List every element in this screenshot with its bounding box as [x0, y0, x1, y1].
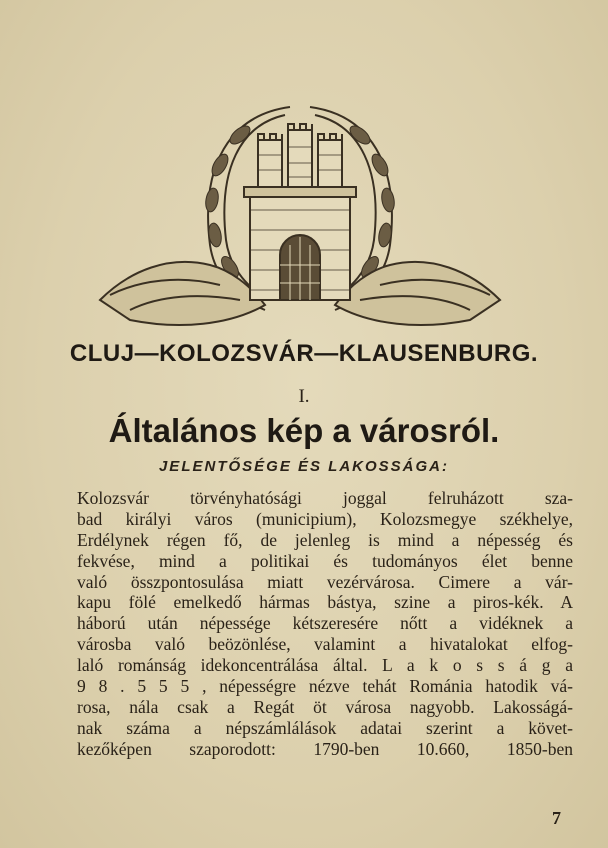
chapter-title: Általános kép a városról.: [108, 412, 500, 449]
text-line: kezőképen szaporodott: 1790-ben 10.660, 1850-ben: [77, 738, 573, 759]
text-line: bad királyi város (municipium), Kolozsmegye székhelye,: [77, 508, 573, 529]
text-line: rosa, nála csak a Regát öt városa nagyobb. Lakosságá-: [77, 696, 573, 717]
city-names-heading: CLUJ—KOLOZSVÁR—KLAUSENBURG.: [69, 340, 539, 367]
text-line: laló románság idekoncentrálása által. L a k o s s á g a: [77, 655, 573, 676]
text-line: háború után népessége kétszeresére nőtt a vidéknek a: [77, 613, 573, 634]
text-line: kapu fölé emelkedő hármas bástya, szine a piros-kék. A: [77, 592, 573, 613]
text-line: fekvése, mind a politikai és tudományos élet benne: [77, 550, 573, 571]
text-line: való összpontosulása miatt vezérvárosa. Cimere a vár-: [77, 571, 573, 592]
coat-of-arms-castle-wreath-icon: [90, 95, 510, 345]
text-line: nak száma a népszámlálások adatai szerint a követ-: [77, 717, 573, 738]
page-number: 7: [552, 808, 561, 828]
text-line: Kolozsvár törvényhatósági joggal felruházott sza-: [77, 488, 573, 508]
text-line: városba való beözönlése, valamint a hivatalokat elfog-: [77, 634, 573, 655]
body-paragraph: [77, 488, 573, 760]
section-number: I.: [298, 386, 310, 407]
text-line: Erdélynek régen fő, de jelenleg is mind a népesség és: [77, 529, 573, 550]
text-line: 9 8 . 5 5 5 , népességre nézve tehát Románia hatodik vá-: [77, 676, 573, 697]
section-subtitle: JELENTŐSÉGE ÉS LAKOSSÁGA:: [158, 458, 450, 475]
